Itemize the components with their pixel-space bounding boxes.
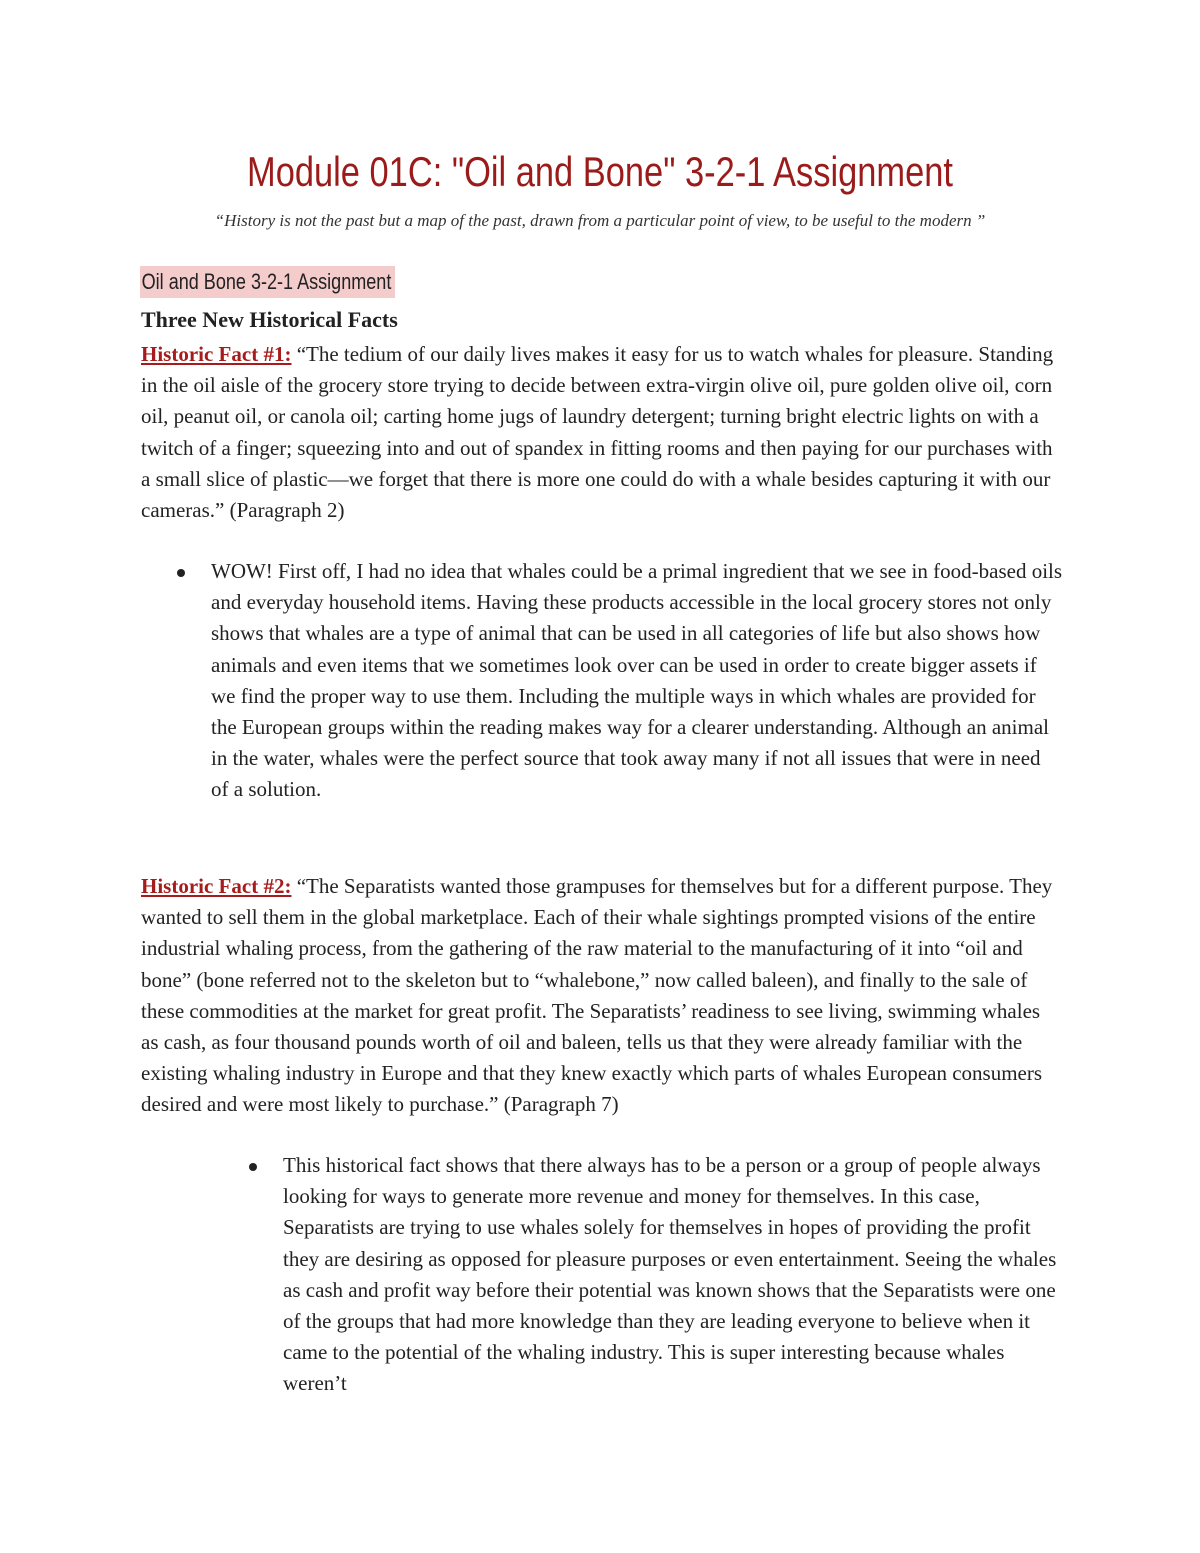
bullet-dot-icon xyxy=(177,569,185,577)
fact-1-label: Historic Fact #1: xyxy=(141,342,292,366)
document-title: Module 01C: "Oil and Bone" 3-2-1 Assignment xyxy=(247,148,953,195)
fact-1-response: WOW! First off, I had no idea that whales could be a primal ingredient that we see in food-based oils and everyday household items. Having these products accessible in the local grocery stores not only shows that whales are a type of animal that can be used in all categories of life but also shows how animals and even items that we sometimes look over can be used in order to create bigger assets if we find the proper way to use them. Including the multiple ways in which whales are provided for the European groups within the reading makes way for a clearer understanding. Although an animal in the water, whales were the perfect source that took away many if not all issues that were in need of a solution. xyxy=(211,559,1063,802)
fact-1-paragraph xyxy=(141,339,1061,526)
epigraph-quote: “History is not the past but a map of the past, drawn from a particular point of view, to be useful to the modern ” xyxy=(214,211,986,230)
fact-2-paragraph xyxy=(141,871,1061,1121)
fact-2-quote: “The Separatists wanted those grampuses for themselves but for a different purpose. They wanted to sell them in the global marketplace. Each of their whale sightings prompted visions of the entire industrial whaling process, from the gathering of the raw material to the manufacturing of it into “oil and bone” (bone referred not to the skeleton but to “whalebone,” now called baleen), and finally to the sale of these commodities at the market for great profit. The Separatists’ readiness to see living, swimming whales as cash, as four thousand pounds worth of oil and baleen, tells us that they were already familiar with the existing whaling industry in Europe and that they knew exactly which parts of whales European consumers desired and were most likely to purchase.” (Paragraph 7) xyxy=(141,874,1053,1117)
fact-2-label: Historic Fact #2: xyxy=(141,874,292,898)
section-heading-container xyxy=(140,266,451,300)
subheading: Three New Historical Facts xyxy=(141,307,398,332)
bullet-dot-icon xyxy=(249,1163,257,1171)
fact-1-quote: “The tedium of our daily lives makes it easy for us to watch whales for pleasure. Standing in the oil aisle of the grocery store trying to decide between extra-virgin olive oil, pure golden olive oil, corn oil, peanut oil, or canola oil; carting home jugs of laundry detergent; turning bright electric lights on with a twitch of a finger; squeezing into and out of spandex in fitting rooms and then paying for our purchases with a small slice of plastic—we forget that there is more one could do with a whale besides capturing it with our cameras.” (Paragraph 2) xyxy=(141,342,1054,523)
section-heading: Oil and Bone 3-2-1 Assignment xyxy=(140,266,395,298)
fact-2-response: This historical fact shows that there always has to be a person or a group of people always looking for ways to generate more revenue and money for themselves. In this case, Separatists are trying to use whales solely for themselves in hopes of providing the profit they are desiring as opposed for pleasure purposes or even entertainment. Seeing the whales as cash and profit way before their potential was known shows that the Separatists were one of the groups that had more knowledge than they are leading everyone to believe when it came to the potential of the whaling industry. This is super interesting because whales weren’t xyxy=(283,1153,1057,1396)
